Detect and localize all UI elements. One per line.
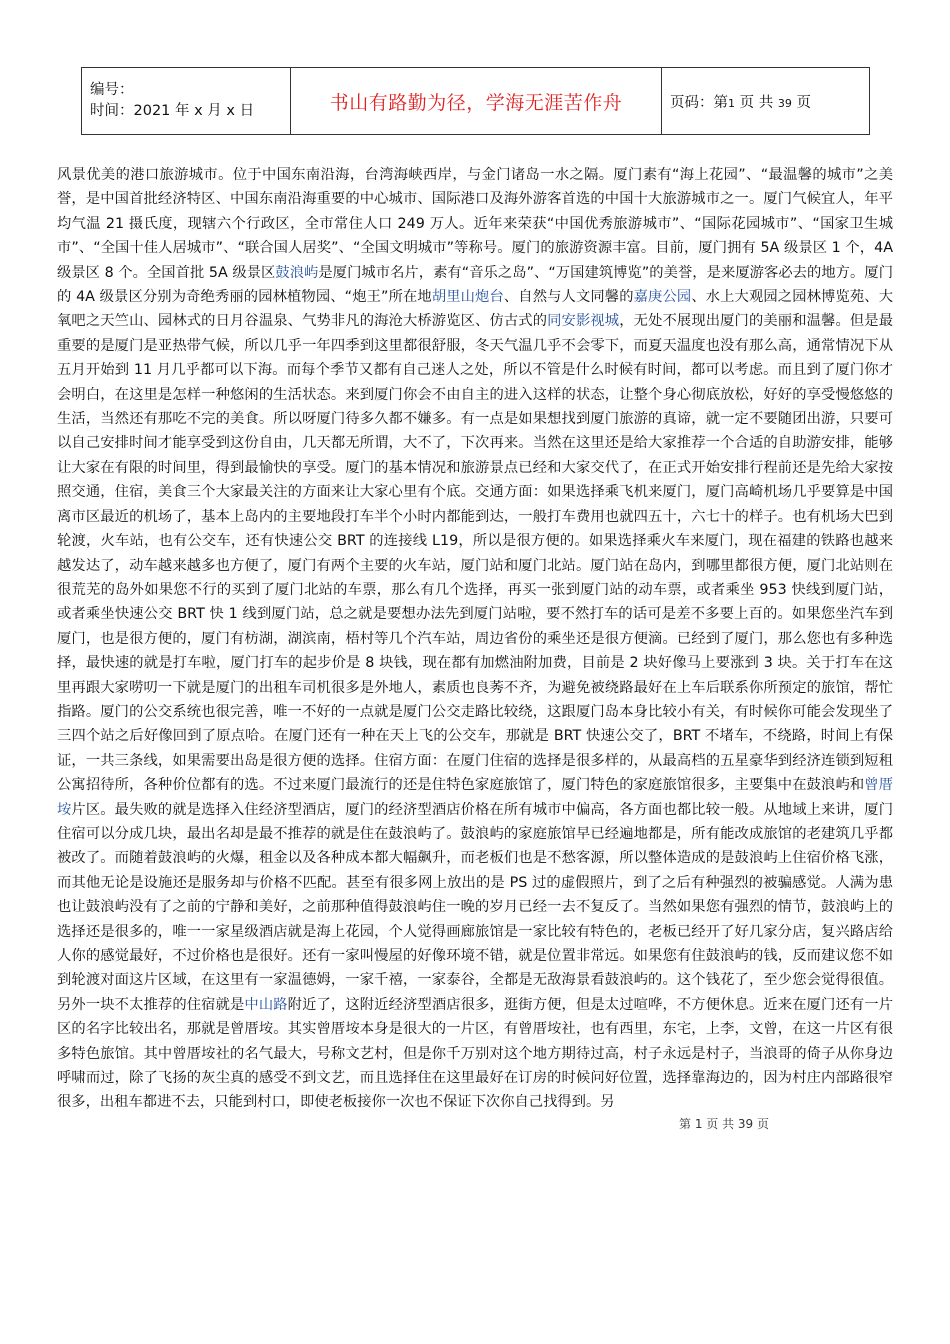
page-footer-overlay: 第 1 页 共 39 页 [679,1117,769,1131]
text-segment: 片区。最失败的就是选择入住经济型酒店，厦门的经济型酒店价格在所有城市中偏高，各方面也都比较一般。从地域上来讲，厦门住宿可以分成几块，最出名却是最不推荐的就是住在鼓浪屿了。鼓浪屿的家庭旅馆早已经遍地都是，所有能改成旅馆的老建筑几乎都被改了。而随着鼓浪屿的火爆，租金以及各种成本都大幅飙升，而老板们也是不愁客源，所以整体造成的是鼓浪屿上住宿价格飞涨，而其他无论是设施还是服务却与价格不匹配。甚至有很多网上放出的是 PS 过的虚假照片，到了之后有种强烈的被骗感觉。人满为患也让鼓浪屿没有了之前的宁静和美好，之前那种值得鼓浪屿住一晚的岁月已经一去不复反了。当然如果您有强烈的情节，鼓浪屿上的选择还是很多的，唯一一家星级酒店就是海上花园，个人觉得画廊旅馆是一家比较有特色的，老板已经开了好几家分店，复兴路店给人你的感觉最好，不过价格也是很好。还有一家叫慢屋的好像环境不错，就是位置非常远。如果您有住鼓浪屿的钱，反而建议您不如到轮渡对面这片区域，在这里有一家温德姆，一家千禧，一家泰谷，全都是无敌海景看鼓浪屿的。这个钱花了，至少您会觉得很值。另外一块不太推荐的住宿就是 [57,801,893,1013]
link-zengcuoan[interactable]: 曾厝垵 [57,777,893,818]
page-number [662,68,870,135]
link-hulishan-fort[interactable]: 胡里山炮台 [431,289,504,306]
body-paragraph [57,163,893,1115]
link-tongan-film-city[interactable]: 同安影视城 [547,313,620,330]
header-motto-cell [291,68,662,135]
link-zhongshan-road[interactable]: 中山路 [244,996,288,1013]
text-segment: 风景优美的港口旅游城市。位于中国东南沿海，台湾海峡西岸，与金门诸岛一水之隔。厦门素有“海上花园”、“最温馨的城市”之美誉，是中国首批经济特区、中国东南沿海重要的中心城市、国际港口及海外游客首选的中国十大旅游城市之一。厦门气候宜人，年平均气温 21 摄氏度，现辖六个行政区，全市常住人口 249 万人。近年来荣获“中国优秀旅游城市”、“国际花园城市”、“国家卫生城市”、“全国十佳人居城市”、“联合国人居奖”、“全国文明城市”等称号。厦门的旅游资源丰富。目前，厦门拥有 5A 级景区 1 个，4A 级景区 8 个。全国首批 5A 级景区 [57,167,893,281]
link-gulangyu[interactable]: 鼓浪屿 [275,264,319,281]
text-segment: 、水上大观园之园林博览苑、大氧吧之天竺山、园林式的日月谷温泉、气势非凡的海沧大桥游览区、仿古式的 [57,289,894,330]
link-jiageng-park[interactable]: 嘉庚公园 [633,289,692,306]
page-prefix: 页码：第 [670,94,728,111]
page-current: 1 [728,96,735,110]
text-segment: 是厦门城市名片，素有“音乐之岛”、“万国建筑博览”的美誉，是来厦游客必去的地方。厦门的 4A 级景区分别为奇绝秀丽的园林植物园、“炮王”所在地 [57,264,893,306]
text-segment: ，无处不展现出厦门的美丽和温馨。但是最重要的是厦门是亚热带气候，所以几乎一年四季到这里都很舒服，冬天气温几乎不会零下，而夏天温度也没有那么高，通常情况下从五月开始到 11 月几乎都可以下海。而每个季节又都有自己迷人之处，所以不管是什么时候有时间，都可以考虑。而且到了厦门你才会明白，在这里是怎样一种悠闲的生活状态。来到厦门你会不由自主的进入这样的状态，让整个身心彻底放松，好好的享受慢悠悠的生活，当然还有那吃不完的美食。所以呀厦门待多久都不嫌多。有一点是如果想找到厦门旅游的真谛，就一定不要随团出游，只要可以自己安排时间才能享受到这份自由，几天都无所谓，大不了，下次再来。当然在这里还是给大家推荐一个合适的自助游安排，能够让大家在有限的时间里，得到最愉快的享受。厦门的基本情况和旅游景点已经和大家交代了，在正式开始安排行程前还是先给大家按照交通，住宿，美食三个大家最关注的方面来让大家心里有个底。交通方面：如果选择乘飞机来厦门，厦门高崎机场几乎要算是中国离市区最近的机场了，基本上岛内的主要地段打车半个小时内都能到达，一般打车费用也就四五十，六七十的样子。也有机场大巴到轮渡，火车站，也有公交车，还有快速公交 BRT 的连接线 L19，所以是很方便的。如果选择乘火车来厦门，现在福建的铁路也越来越发达了，动车越来越多也方便了，厦门有两个主要的火车站，厦门站和厦门北站。厦门站在岛内，到哪里都很方便，厦门北站则在很荒芜的岛外如果您不行的买到了厦门北站的车票，那么有几个选择，再买一张到厦门站的动车票，或者乘坐 953 快线到厦门站，或者乘坐快速公交 BRT 快 1 线到厦门站，总之就是要想办法先到厦门站啦，要不然打车的话可是差不多要上百的。如果您坐汽车到厦门，也是很方便的，厦门有枋湖，湖滨南，梧村等几个汽车站，周边省份的乘坐还是很方便滴。已经到了厦门，那么您也有多种选择，最快速的就是打车啦，厦门打车的起步价是 8 块钱，现在都有加燃油附加费，目前是 2 块好像马上要涨到 3 块。关于打车在这里再跟大家唠叨一下就是厦门的出租车司机很多是外地人，素质也良莠不齐，为避免被绕路最好在上车后联系你所预定的旅馆，帮忙指路。厦门的公交系统也很完善，唯一不好的一点就是厦门公交走路比较绕，这跟厦门岛本身比较小有关，有时候你可能会发现坐了三四个站之后好像回到了原点哈。在厦门还有一种在天上飞的公交车，那就是 BRT 快速公交了，BRT 不堵车，不绕路，时间上有保证，一共三条线，如果需要出岛是很方便的选择。住宿方面：在厦门住宿的选择是很多样的，从最高档的五星豪华到经济连锁到短租公寓招待所，各种价位都有的选。不过来厦门最流行的还是住特色家庭旅馆了，厦门特色的家庭旅馆很多，主要集中在鼓浪屿和 [57,313,894,794]
motto: 书山有路勤为径，学海无涯苦作舟 [329,91,623,114]
page-total: 39 [777,96,792,110]
header-meta-cell [82,68,291,135]
text-segment: 附近了，这附近经济型酒店很多，逛街方便，但是太过喧哗，不方便休息。近来在厦门还有一片区的名字比较出名，那就是曾厝垵。其实曾厝垵本身是很大的一片区，有曾厝垵社，也有西里，东宅，上李，文曾，在这一片区有很多特色旅馆。其中曾厝垵社的名气最大，号称文艺村，但是你千万别对这个地方期待过高，村子永远是村子，当浪哥的倚子从你身边呼啸而过，除了飞扬的灰尘真的感受不到文艺，而且选择住在这里最好在订房的时候问好位置，选择靠海边的，因为村庄内部路很窄很多，出租车都进不去，只能到村口，即使老板接你一次也不保证下次你自己找得到。另 [57,996,893,1111]
page-suffix: 页 [796,94,811,111]
text-segment: 、自然与人文同馨的 [503,289,634,306]
header-table [81,67,870,135]
page-mid: 页 共 [739,94,774,111]
time-label: 时间：2021 年 x 月 x 日 [90,103,255,119]
number-label: 编号： [90,82,134,98]
